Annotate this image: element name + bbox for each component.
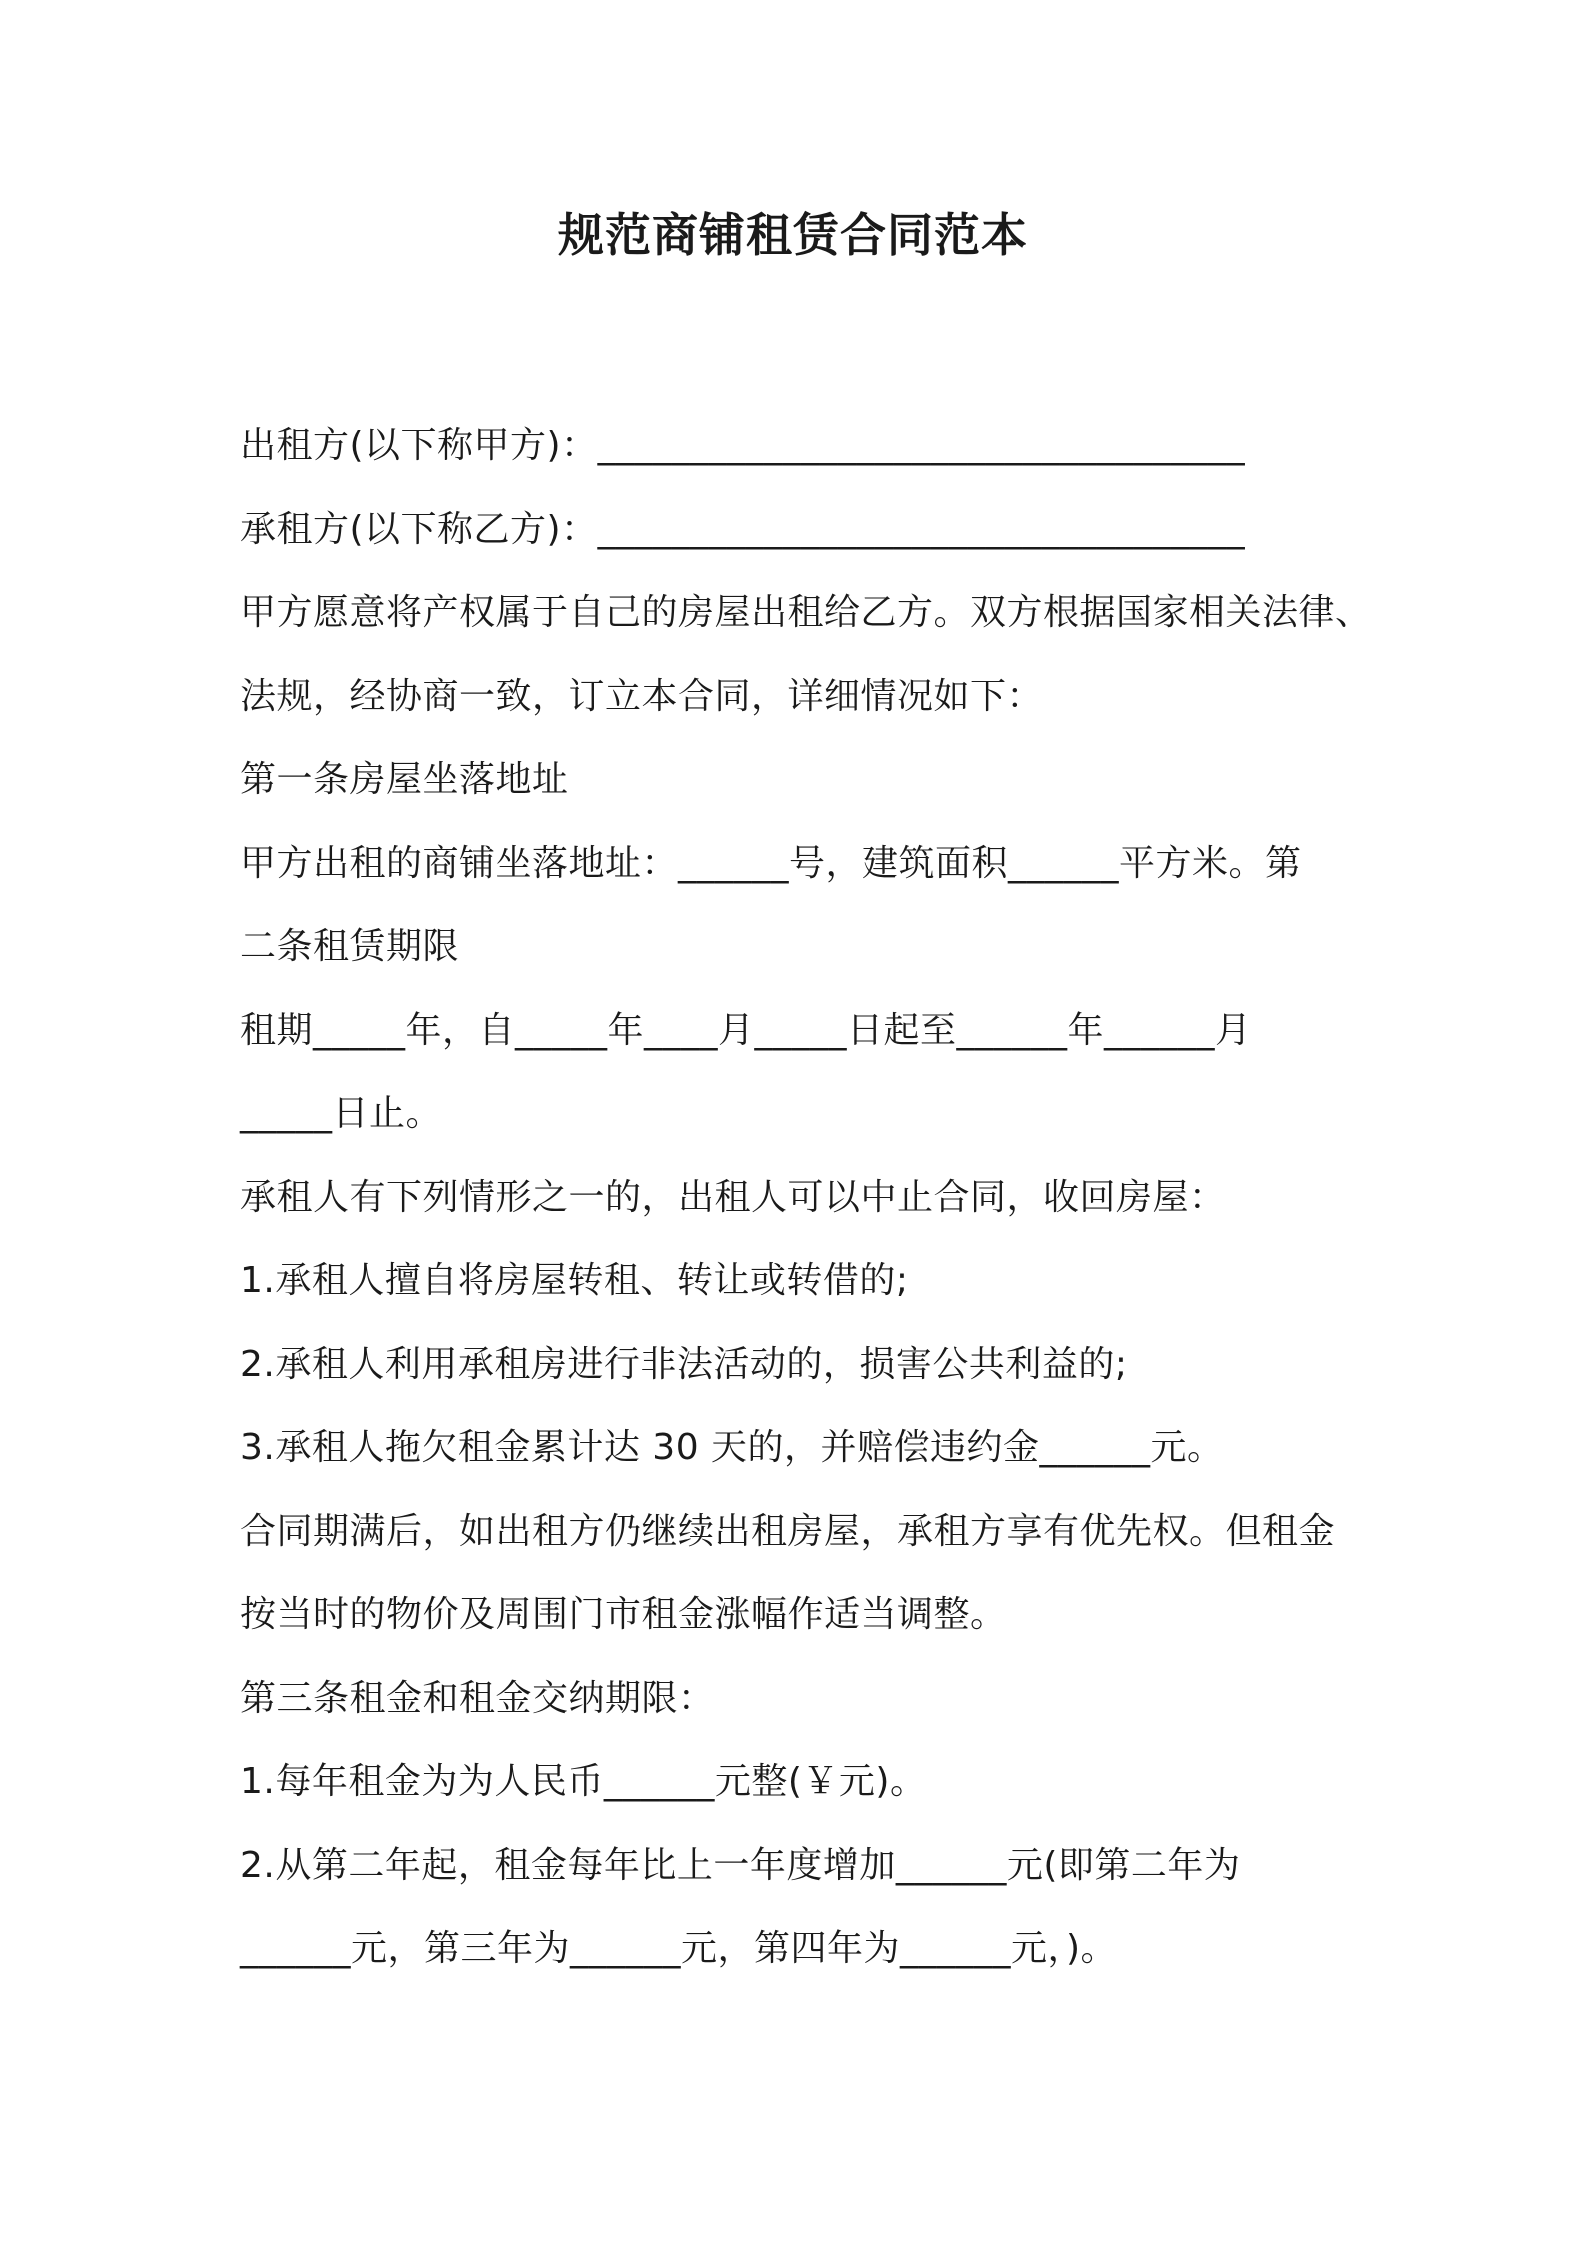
article-heading: 第三条租金和租金交纳期限：	[240, 1677, 715, 1719]
list-item: 2.承租人利用承租房进行非法活动的，损害公共利益的;	[240, 1343, 1128, 1385]
list-item: 1.承租人擅自将房屋转租、转让或转借的;	[240, 1260, 909, 1301]
paragraph-line: 法规，经协商一致，订立本合同，详细情况如下：	[240, 675, 1044, 717]
paragraph-line: 合同期满后，如出租方仍继续出租房屋，承租方享有优先权。但租金	[240, 1510, 1336, 1552]
lessee-line: 承租方(以下称乙方)：___________________________________	[240, 508, 1246, 550]
document-body	[240, 418, 1440, 2005]
paragraph-line: 甲方愿意将产权属于自己的房屋出租给乙方。双方根据国家相关法律、	[240, 592, 1372, 633]
paragraph-line: 承租人有下列情形之一的，出租人可以中止合同，收回房屋：	[240, 1176, 1226, 1218]
paragraph-line: 租期_____年，自_____年____月_____日起至______年______月	[240, 1009, 1252, 1051]
paragraph-line: _____日止。	[240, 1093, 443, 1134]
paragraph-line: ______元，第三年为______元，第四年为______元，)。	[240, 1928, 1118, 1969]
paragraph-line: 按当时的物价及周围门市租金涨幅作适当调整。	[240, 1594, 1007, 1635]
article-heading: 二条租赁期限	[240, 926, 460, 967]
document-title: 规范商铺租赁合同范本	[558, 208, 1028, 262]
article-heading: 第一条房屋坐落地址	[240, 759, 569, 800]
list-item: 1.每年租金为为人民币______元整(￥元)。	[240, 1761, 927, 1802]
list-item: 2.从第二年起，租金每年比上一年度增加______元(即第二年为	[240, 1844, 1241, 1886]
paragraph-line: 甲方出租的商铺坐落地址：______号，建筑面积______平方米。第	[240, 842, 1302, 884]
list-item: 3.承租人拖欠租金累计达 30 天的，并赔偿违约金______元。	[240, 1427, 1224, 1468]
lessor-line: 出租方(以下称甲方)：___________________________________	[240, 425, 1246, 466]
